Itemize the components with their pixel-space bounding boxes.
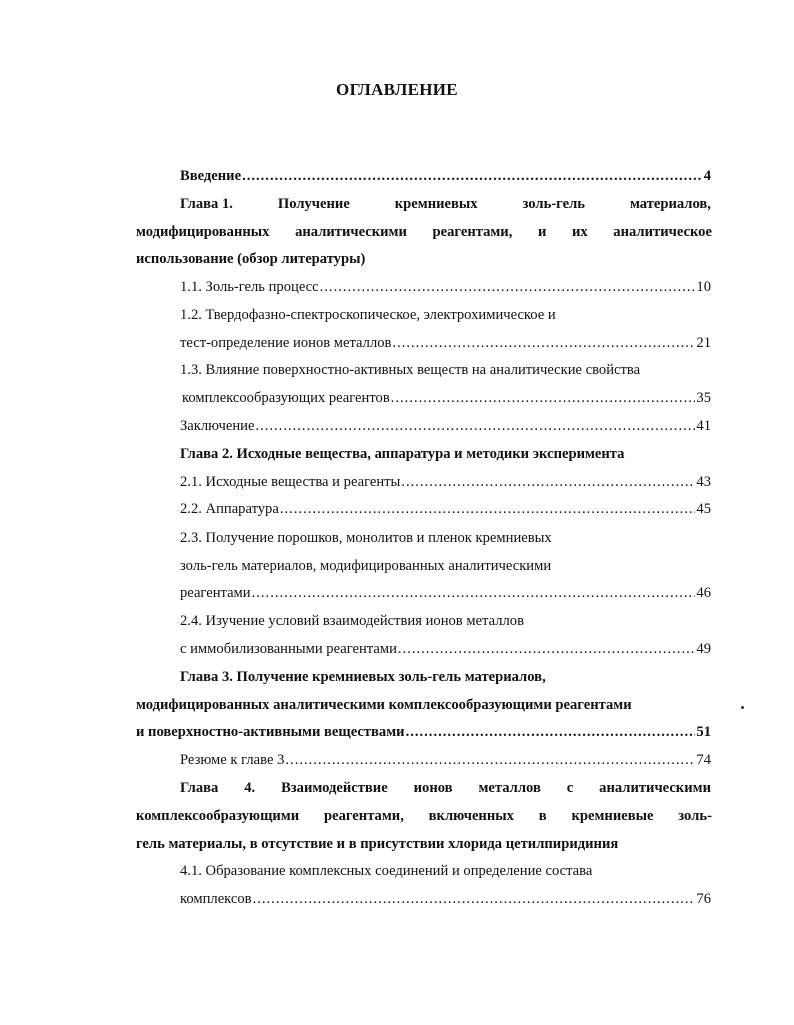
chapter-1-heading-line-1[interactable] [180, 195, 711, 213]
toc-page-number: 51 [696, 724, 711, 740]
toc-page-number: 74 [696, 752, 711, 768]
word: аналитическими [295, 224, 407, 240]
toc-entry-2-3[interactable] [180, 584, 711, 602]
word: реагентами, [432, 224, 513, 240]
toc-entry-chapter-3[interactable] [136, 723, 711, 741]
toc-page-number: 41 [696, 418, 711, 434]
page-title: ОГЛАВЛЕНИЕ [336, 80, 458, 99]
toc-entry-label: комплексообразующих реагентов [182, 390, 390, 406]
word: золь-гель [522, 196, 585, 212]
chapter-4-heading-line-2[interactable] [136, 807, 712, 825]
toc-entry-1-2[interactable] [180, 334, 711, 352]
chapter-4-heading-line-1[interactable] [180, 779, 711, 797]
word: кремниевые [571, 808, 654, 824]
leader-dots [398, 640, 696, 658]
toc-page-number: 35 [696, 390, 711, 406]
scan-speck [741, 706, 744, 709]
toc-page-number: 45 [696, 501, 711, 517]
word: кремниевых [394, 196, 478, 212]
leader-dots [255, 417, 695, 435]
word: 4. [244, 780, 256, 796]
leader-dots [391, 389, 696, 407]
word: Взаимодействие [281, 780, 388, 796]
toc-entry-label: Заключение [180, 418, 255, 434]
toc-entry-2-1[interactable] [180, 473, 711, 491]
chapter-3-heading-line-2[interactable]: модифицированных аналитическими комплексообразующими реагентами [136, 697, 632, 713]
word: Глава [180, 780, 219, 796]
toc-page-number: 46 [696, 585, 711, 601]
leader-dots [252, 584, 696, 602]
toc-entry-label: тест-определение ионов металлов [180, 335, 392, 351]
toc-entry-conclusion[interactable] [180, 417, 711, 435]
word: металлов [478, 780, 541, 796]
toc-entry-4-1[interactable] [180, 890, 711, 908]
word: Получение [277, 196, 350, 212]
toc-entry-2-3-line-1[interactable]: 2.3. Получение порошков, монолитов и пленок кремниевых [180, 530, 552, 546]
toc-page-number: 10 [696, 279, 711, 295]
toc-entry-1-3-line-1[interactable]: 1.3. Влияние поверхностно-активных веществ на аналитические свойства [180, 362, 641, 378]
word: материалов, [629, 196, 711, 212]
toc-entry-label: 2.2. Аппаратура [180, 501, 279, 517]
toc-page-number: 43 [696, 474, 711, 490]
toc-page-number: 49 [696, 641, 711, 657]
toc-page-number: 21 [696, 335, 711, 351]
leader-dots [392, 334, 695, 352]
toc-entry-1-2-line-1[interactable]: 1.2. Твердофазно-спектроскопическое, электрохимическое и [180, 307, 556, 323]
toc-entry-label: и поверхностно-активными веществами [136, 724, 405, 740]
chapter-3-heading-line-1[interactable]: Глава 3. Получение кремниевых золь-гель материалов, [180, 669, 546, 685]
toc-entry-1-1[interactable] [180, 278, 711, 296]
leader-dots [280, 500, 696, 518]
leader-dots [253, 890, 696, 908]
chapter-1-heading-line-2[interactable] [136, 223, 712, 241]
chapter-2-heading[interactable]: Глава 2. Исходные вещества, аппаратура и методики эксперимента [180, 446, 625, 462]
leader-dots [242, 167, 703, 185]
toc-entry-intro[interactable] [180, 167, 711, 185]
word: ионов [413, 780, 453, 796]
chapter-1-heading-line-3[interactable]: использование (обзор литературы) [136, 251, 366, 267]
toc-entry-label: с иммобилизованными реагентами [180, 641, 397, 657]
word: Глава 1. [180, 196, 233, 212]
word: комплексообразующими [136, 808, 300, 824]
toc-entry-4-1-line-1[interactable]: 4.1. Образование комплексных соединений и определение состава [180, 863, 593, 879]
chapter-4-heading-line-3[interactable]: гель материалы, в отсутствие и в присутствии хлорида цетилпиридиния [136, 836, 619, 852]
toc-entry-2-3-line-2[interactable]: золь-гель материалов, модифицированных аналитическими [180, 558, 552, 574]
toc-entry-label: реагентами [180, 585, 251, 601]
toc-page-number: 76 [696, 891, 711, 907]
toc-entry-label: комплексов [180, 891, 252, 907]
toc-entry-summary-3[interactable] [180, 751, 711, 769]
toc-entry-2-4[interactable] [180, 640, 711, 658]
toc-entry-label: Введение [180, 168, 242, 184]
toc-entry-label: 1.1. Золь-гель процесс [180, 279, 319, 295]
leader-dots [401, 473, 695, 491]
toc-page-number: 4 [703, 168, 711, 184]
word: реагентами, [323, 808, 404, 824]
word: включенных [428, 808, 514, 824]
word: их [571, 224, 588, 240]
leader-dots [285, 751, 695, 769]
toc-entry-2-4-line-1[interactable]: 2.4. Изучение условий взаимодействия ионов металлов [180, 613, 524, 629]
word: модифицированных [136, 224, 270, 240]
word: в [538, 808, 547, 824]
toc-entry-label: Резюме к главе 3 [180, 752, 285, 768]
word: аналитическое [613, 224, 712, 240]
word: и [537, 224, 547, 240]
toc-entry-1-3[interactable] [182, 389, 711, 407]
word: аналитическими [599, 780, 711, 796]
leader-dots [406, 723, 696, 741]
word: золь- [678, 808, 712, 824]
toc-entry-label: 2.1. Исходные вещества и реагенты [180, 474, 401, 490]
leader-dots [320, 278, 696, 296]
word: с [566, 780, 574, 796]
toc-entry-2-2[interactable] [180, 500, 711, 518]
